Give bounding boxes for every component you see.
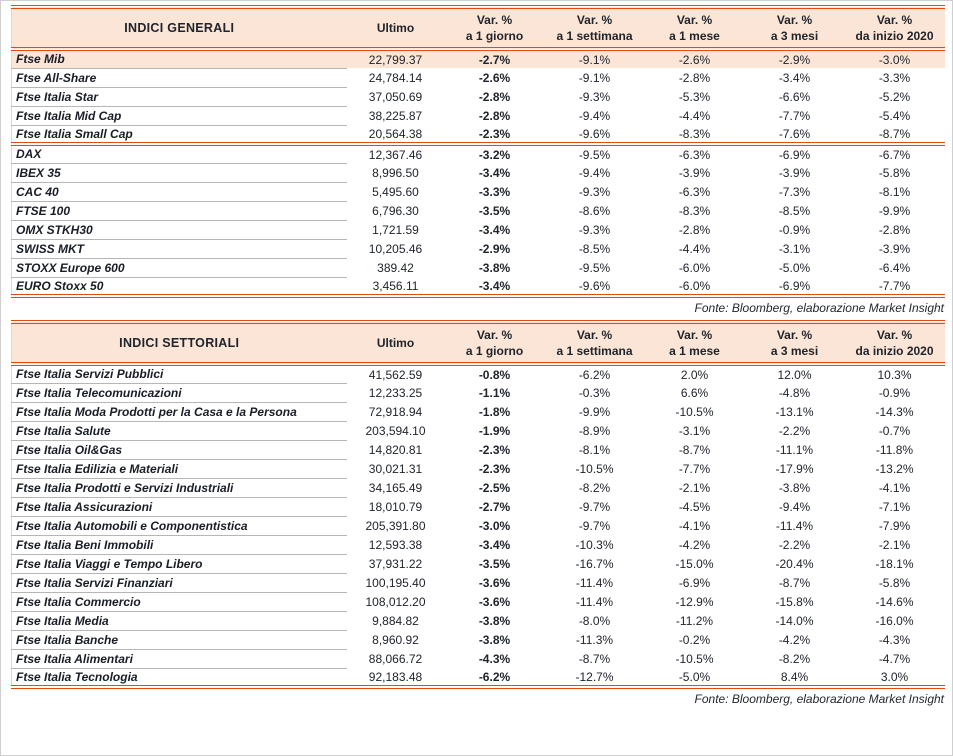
table-row: [12, 106, 945, 125]
table-row: [12, 516, 945, 535]
table-row: [12, 125, 945, 144]
var-3m-value: -14.0%: [775, 613, 814, 628]
var-1m-value: -10.5%: [675, 651, 714, 666]
var-1m-value: -2.1%: [678, 480, 711, 495]
var-1w-value: -9.3%: [578, 89, 611, 104]
var-1w-value: -8.0%: [578, 613, 611, 628]
row-label: SWISS MKT: [12, 239, 347, 258]
var-1d-value: -3.4%: [445, 277, 545, 296]
ultimo-value: 41,562.59: [368, 367, 423, 382]
var-3m-value: -8.7%: [778, 575, 811, 590]
var-1m-value: -15.0%: [675, 556, 714, 571]
var-1d-value: -4.3%: [478, 651, 511, 666]
col-header-bottom: da inizio 2020: [855, 344, 934, 358]
var-1w-value: -9.5%: [578, 260, 611, 275]
var-ytd-value: -6.4%: [878, 260, 911, 275]
var-ytd-value: -3.9%: [878, 241, 911, 256]
var-1w-value: -9.1%: [545, 49, 645, 68]
table-row: [12, 630, 945, 649]
ultimo-value: 14,820.81: [368, 442, 423, 457]
header-row: [12, 322, 945, 364]
var-3m-value: -2.2%: [778, 537, 811, 552]
var-1m-value: -6.3%: [678, 184, 711, 199]
var-1d-value: -3.4%: [478, 222, 511, 237]
var-1m-value: -3.9%: [678, 165, 711, 180]
var-3m-value: -3.9%: [778, 165, 811, 180]
source-note: Fonte: Bloomberg, elaborazione Market Insight: [694, 692, 944, 706]
var-3m-value: -7.7%: [778, 108, 811, 123]
var-ytd-value: -5.4%: [878, 108, 911, 123]
table-row: [12, 440, 945, 459]
var-1w-value: -8.7%: [578, 651, 611, 666]
col-header-top: Var. %: [676, 12, 713, 27]
var-1d-value: -1.8%: [478, 404, 511, 419]
table-body-0: [12, 49, 945, 296]
var-1w-value: -6.2%: [578, 367, 611, 382]
var-1w-value: -8.9%: [578, 423, 611, 438]
var-1w-value: -9.6%: [545, 277, 645, 296]
ultimo-value: 205,391.80: [365, 518, 426, 533]
row-label: Ftse Italia Servizi Pubblici: [12, 364, 347, 383]
var-1d-value: -3.4%: [478, 537, 511, 552]
row-label: EURO Stoxx 50: [12, 277, 347, 296]
var-1d-value: -3.3%: [478, 184, 511, 199]
var-1m-value: -6.9%: [678, 575, 711, 590]
var-1d-value: -1.9%: [478, 423, 511, 438]
var-1m-value: 2.0%: [680, 367, 709, 382]
col-header-bottom: a 1 giorno: [465, 29, 524, 43]
ultimo-value: 12,367.46: [368, 147, 423, 162]
var-1d-value: -3.5%: [478, 556, 511, 571]
var-1m-value: -4.2%: [678, 537, 711, 552]
row-label: Ftse Italia Banche: [12, 630, 347, 649]
var-1w-value: -9.3%: [578, 222, 611, 237]
ultimo-value: 24,784.14: [368, 70, 423, 85]
col-header-top: Var. %: [876, 12, 913, 27]
col-header-top: Var. %: [476, 12, 513, 27]
source-note: Fonte: Bloomberg, elaborazione Market Insight: [694, 301, 944, 315]
row-label: Ftse Italia Edilizia e Materiali: [12, 459, 347, 478]
var-1w-value: -8.2%: [578, 480, 611, 495]
var-3m-value: -8.5%: [778, 203, 811, 218]
row-label: Ftse Italia Servizi Finanziari: [12, 573, 347, 592]
ultimo-value: 30,021.31: [368, 461, 423, 476]
var-1w-value: -11.4%: [575, 575, 614, 590]
ultimo-value: 100,195.40: [365, 575, 426, 590]
var-1m-value: -3.1%: [678, 423, 711, 438]
var-1w-value: -9.4%: [578, 165, 611, 180]
var-1m-value: -4.5%: [678, 499, 711, 514]
table-row: [12, 258, 945, 277]
var-1m-value: -6.0%: [645, 277, 745, 296]
var-1m-value: -6.3%: [678, 147, 711, 162]
var-3m-value: -20.4%: [775, 556, 814, 571]
var-1w-value: -12.7%: [545, 668, 645, 687]
var-ytd-value: -4.7%: [878, 651, 911, 666]
ultimo-value: 8,996.50: [372, 165, 419, 180]
var-1m-value: -0.2%: [678, 632, 711, 647]
var-3m-value: 8.4%: [745, 668, 845, 687]
col-header-bottom: a 3 mesi: [770, 344, 819, 358]
table-row: [12, 402, 945, 421]
table-row: [12, 497, 945, 516]
indici-settoriali-table: [11, 320, 945, 689]
var-1d-value: -2.7%: [478, 499, 511, 514]
table-row: [12, 421, 945, 440]
var-ytd-value: -0.9%: [878, 385, 911, 400]
row-label: Ftse Italia Automobili e Componentistica: [12, 516, 347, 535]
var-ytd-value: -7.1%: [878, 499, 911, 514]
var-1w-value: -9.5%: [578, 147, 611, 162]
ultimo-value: 10,205.46: [368, 241, 423, 256]
ultimo-value: 9,884.82: [372, 613, 419, 628]
ultimo-value: 72,918.94: [368, 404, 423, 419]
var-ytd-value: -6.7%: [878, 147, 911, 162]
row-label: IBEX 35: [12, 163, 347, 182]
var-ytd-value: -4.1%: [878, 480, 911, 495]
var-1d-value: -3.4%: [478, 165, 511, 180]
var-ytd-value: -14.3%: [875, 404, 914, 419]
row-label: Ftse Italia Tecnologia: [12, 668, 347, 687]
var-1d-value: -2.5%: [478, 480, 511, 495]
var-1w-value: -11.3%: [575, 632, 614, 647]
col-header-var-1-mese: [645, 322, 745, 364]
col-header-bottom: a 3 mesi: [770, 29, 819, 43]
ultimo-value: 203,594.10: [365, 423, 426, 438]
var-1w-value: -10.3%: [575, 537, 614, 552]
var-1d-value: -3.8%: [478, 632, 511, 647]
row-label: OMX STKH30: [12, 220, 347, 239]
col-header-var-1-settimana: [545, 7, 645, 49]
col-header-bottom: a 1 mese: [669, 344, 720, 358]
var-1d-value: -3.6%: [478, 575, 511, 590]
var-ytd-value: -14.6%: [875, 594, 914, 609]
var-1m-value: -4.4%: [678, 108, 711, 123]
table-title: INDICI GENERALI: [12, 7, 347, 49]
ultimo-value: 34,165.49: [368, 480, 423, 495]
var-ytd-value: -4.3%: [878, 632, 911, 647]
var-1m-value: -4.4%: [678, 241, 711, 256]
var-1d-value: -3.8%: [478, 260, 511, 275]
var-1w-value: -10.5%: [575, 461, 614, 476]
var-ytd-value: 10.3%: [877, 367, 912, 382]
col-header-var-1-giorno: [445, 322, 545, 364]
row-label: Ftse Italia Commercio: [12, 592, 347, 611]
var-1m-value: -2.8%: [678, 222, 711, 237]
var-3m-value: -6.9%: [745, 277, 845, 296]
var-3m-value: -7.3%: [778, 184, 811, 199]
table-row: [12, 649, 945, 668]
var-3m-value: -4.8%: [778, 385, 811, 400]
var-ytd-value: -0.7%: [878, 423, 911, 438]
var-ytd-value: -2.1%: [878, 537, 911, 552]
table-row: [12, 220, 945, 239]
ultimo-value: 12,593.38: [368, 537, 423, 552]
col-header-var-3-mesi: [745, 322, 845, 364]
table-row: [12, 163, 945, 182]
table-row: [12, 535, 945, 554]
var-3m-value: -11.1%: [775, 442, 814, 457]
var-ytd-value: -8.7%: [845, 125, 945, 144]
var-3m-value: -6.6%: [778, 89, 811, 104]
var-ytd-value: -3.0%: [845, 49, 945, 68]
var-1d-value: -2.3%: [478, 442, 511, 457]
var-1m-value: -6.0%: [678, 260, 711, 275]
row-label: Ftse Italia Small Cap: [12, 125, 347, 144]
col-header-var-inizio-2020: [845, 322, 945, 364]
var-1m-value: 6.6%: [680, 385, 709, 400]
var-3m-value: -7.6%: [745, 125, 845, 144]
var-3m-value: -0.9%: [778, 222, 811, 237]
var-1d-value: -2.8%: [478, 89, 511, 104]
col-header-var-inizio-2020: [845, 7, 945, 49]
table-row: [12, 383, 945, 402]
var-1m-value: -4.1%: [678, 518, 711, 533]
var-3m-value: -15.8%: [775, 594, 814, 609]
col-header-top: Var. %: [576, 327, 613, 342]
table-row: [12, 182, 945, 201]
table-body-1: [12, 364, 945, 687]
ultimo-value: 38,225.87: [368, 108, 423, 123]
row-label: STOXX Europe 600: [12, 258, 347, 277]
var-1d-value: -2.3%: [478, 461, 511, 476]
var-ytd-value: -18.1%: [875, 556, 914, 571]
row-label: Ftse Italia Assicurazioni: [12, 497, 347, 516]
var-1d-value: -1.1%: [478, 385, 511, 400]
var-ytd-value: 3.0%: [845, 668, 945, 687]
var-1m-value: -2.8%: [678, 70, 711, 85]
var-1m-value: -8.3%: [645, 125, 745, 144]
var-3m-value: -3.4%: [778, 70, 811, 85]
table-row: [12, 611, 945, 630]
var-1w-value: -9.9%: [578, 404, 611, 419]
var-3m-value: -3.1%: [778, 241, 811, 256]
var-3m-value: -13.1%: [775, 404, 814, 419]
row-label: CAC 40: [12, 182, 347, 201]
col-header-bottom: a 1 settimana: [556, 344, 633, 358]
ultimo-value: 8,960.92: [372, 632, 419, 647]
var-3m-value: -3.8%: [778, 480, 811, 495]
row-label: Ftse Italia Beni Immobili: [12, 535, 347, 554]
var-1m-value: -7.7%: [678, 461, 711, 476]
ultimo-value: 5,495.60: [372, 184, 419, 199]
var-1m-value: -8.3%: [678, 203, 711, 218]
col-header-top: Var. %: [676, 327, 713, 342]
col-header-ultimo: Ultimo: [347, 7, 445, 49]
var-1m-value: -12.9%: [675, 594, 714, 609]
table-row: [12, 49, 945, 68]
var-ytd-value: -7.7%: [845, 277, 945, 296]
var-1m-value: -8.7%: [678, 442, 711, 457]
ultimo-value: 389.42: [377, 260, 414, 275]
var-ytd-value: -5.2%: [878, 89, 911, 104]
var-3m-value: 12.0%: [777, 367, 812, 382]
indici-generali-table: [11, 5, 945, 298]
var-ytd-value: -7.9%: [878, 518, 911, 533]
var-1w-value: -11.4%: [575, 594, 614, 609]
row-label: Ftse Italia Salute: [12, 421, 347, 440]
var-1d-value: -2.7%: [445, 49, 545, 68]
table-row: [12, 478, 945, 497]
var-ytd-value: -13.2%: [875, 461, 914, 476]
col-header-var-1-mese: [645, 7, 745, 49]
var-1d-value: -3.2%: [478, 147, 511, 162]
col-header-var-1-giorno: [445, 7, 545, 49]
row-label: Ftse All-Share: [12, 68, 347, 87]
ultimo-value: 92,183.48: [347, 668, 445, 687]
var-1w-value: -9.1%: [578, 70, 611, 85]
var-1d-value: -2.6%: [478, 70, 511, 85]
var-3m-value: -8.2%: [778, 651, 811, 666]
col-header-ultimo: Ultimo: [347, 322, 445, 364]
var-1d-value: -6.2%: [445, 668, 545, 687]
table-row: [12, 239, 945, 258]
var-ytd-value: -11.8%: [875, 442, 914, 457]
ultimo-value: 1,721.59: [372, 222, 419, 237]
table-row: [12, 201, 945, 220]
ultimo-value: 6,796.30: [372, 203, 419, 218]
var-1w-value: -9.7%: [578, 518, 611, 533]
table-row: [12, 554, 945, 573]
var-3m-value: -2.2%: [778, 423, 811, 438]
table-row: [12, 573, 945, 592]
var-1w-value: -8.1%: [578, 442, 611, 457]
ultimo-value: 37,050.69: [368, 89, 423, 104]
var-3m-value: -4.2%: [778, 632, 811, 647]
ultimo-value: 37,931.22: [368, 556, 423, 571]
var-ytd-value: -8.1%: [878, 184, 911, 199]
ultimo-value: 88,066.72: [368, 651, 423, 666]
var-1m-value: -2.6%: [645, 49, 745, 68]
row-label: Ftse Italia Media: [12, 611, 347, 630]
col-header-top: Var. %: [776, 12, 813, 27]
col-header-bottom: da inizio 2020: [855, 29, 934, 43]
var-ytd-value: -5.8%: [878, 575, 911, 590]
var-1d-value: -2.9%: [478, 241, 511, 256]
col-header-bottom: a 1 settimana: [556, 29, 633, 43]
var-1d-value: -3.5%: [478, 203, 511, 218]
ultimo-value: 3,456.11: [347, 277, 445, 296]
var-3m-value: -17.9%: [775, 461, 814, 476]
var-1m-value: -11.2%: [675, 613, 714, 628]
ultimo-value: 108,012.20: [365, 594, 426, 609]
col-header-top: Var. %: [576, 12, 613, 27]
row-label: DAX: [12, 144, 347, 163]
var-3m-value: -6.9%: [778, 147, 811, 162]
table-title: INDICI SETTORIALI: [12, 322, 347, 364]
col-header-var-1-settimana: [545, 322, 645, 364]
var-1w-value: -9.6%: [545, 125, 645, 144]
var-1d-value: -3.0%: [478, 518, 511, 533]
col-header-var-3-mesi: [745, 7, 845, 49]
table-row: [12, 668, 945, 687]
var-ytd-value: -5.8%: [878, 165, 911, 180]
var-3m-value: -5.0%: [778, 260, 811, 275]
var-3m-value: -11.4%: [775, 518, 814, 533]
page: [1, 1, 952, 707]
col-header-top: Var. %: [476, 327, 513, 342]
var-1w-value: -8.5%: [578, 241, 611, 256]
col-header-bottom: a 1 mese: [669, 29, 720, 43]
var-1w-value: -9.4%: [578, 108, 611, 123]
table-row: [12, 277, 945, 296]
header-row: [12, 7, 945, 49]
row-label: Ftse Italia Prodotti e Servizi Industriali: [12, 478, 347, 497]
row-label: FTSE 100: [12, 201, 347, 220]
var-1m-value: -5.0%: [645, 668, 745, 687]
row-label: Ftse Italia Mid Cap: [12, 106, 347, 125]
ultimo-value: 20,564.38: [347, 125, 445, 144]
var-1w-value: -8.6%: [578, 203, 611, 218]
col-header-top: Var. %: [876, 327, 913, 342]
table-row: [12, 459, 945, 478]
var-1d-value: -3.8%: [478, 613, 511, 628]
row-label: Ftse Mib: [12, 49, 347, 68]
var-1w-value: -9.7%: [578, 499, 611, 514]
var-3m-value: -9.4%: [778, 499, 811, 514]
var-1m-value: -5.3%: [678, 89, 711, 104]
col-header-top: Var. %: [776, 327, 813, 342]
var-1w-value: -0.3%: [578, 385, 611, 400]
table-row: [12, 144, 945, 163]
row-label: Ftse Italia Telecomunicazioni: [12, 383, 347, 402]
var-1m-value: -10.5%: [675, 404, 714, 419]
ultimo-value: 18,010.79: [368, 499, 423, 514]
row-label: Ftse Italia Star: [12, 87, 347, 106]
var-1d-value: -0.8%: [478, 367, 511, 382]
col-header-bottom: a 1 giorno: [465, 344, 524, 358]
var-ytd-value: -2.8%: [878, 222, 911, 237]
row-label: Ftse Italia Viaggi e Tempo Libero: [12, 554, 347, 573]
row-label: Ftse Italia Oil&Gas: [12, 440, 347, 459]
table-row: [12, 592, 945, 611]
var-1d-value: -2.3%: [445, 125, 545, 144]
var-1d-value: -2.8%: [478, 108, 511, 123]
var-ytd-value: -16.0%: [875, 613, 914, 628]
var-1w-value: -16.7%: [575, 556, 614, 571]
row-label: Ftse Italia Moda Prodotti per la Casa e la Persona: [12, 402, 347, 421]
var-1w-value: -9.3%: [578, 184, 611, 199]
var-ytd-value: -9.9%: [878, 203, 911, 218]
var-3m-value: -2.9%: [745, 49, 845, 68]
table-row: [12, 364, 945, 383]
ultimo-value: 12,233.25: [368, 385, 423, 400]
var-1d-value: -3.6%: [478, 594, 511, 609]
table-row: [12, 87, 945, 106]
var-ytd-value: -3.3%: [878, 70, 911, 85]
ultimo-value: 22,799.37: [347, 49, 445, 68]
row-label: Ftse Italia Alimentari: [12, 649, 347, 668]
table-row: [12, 68, 945, 87]
